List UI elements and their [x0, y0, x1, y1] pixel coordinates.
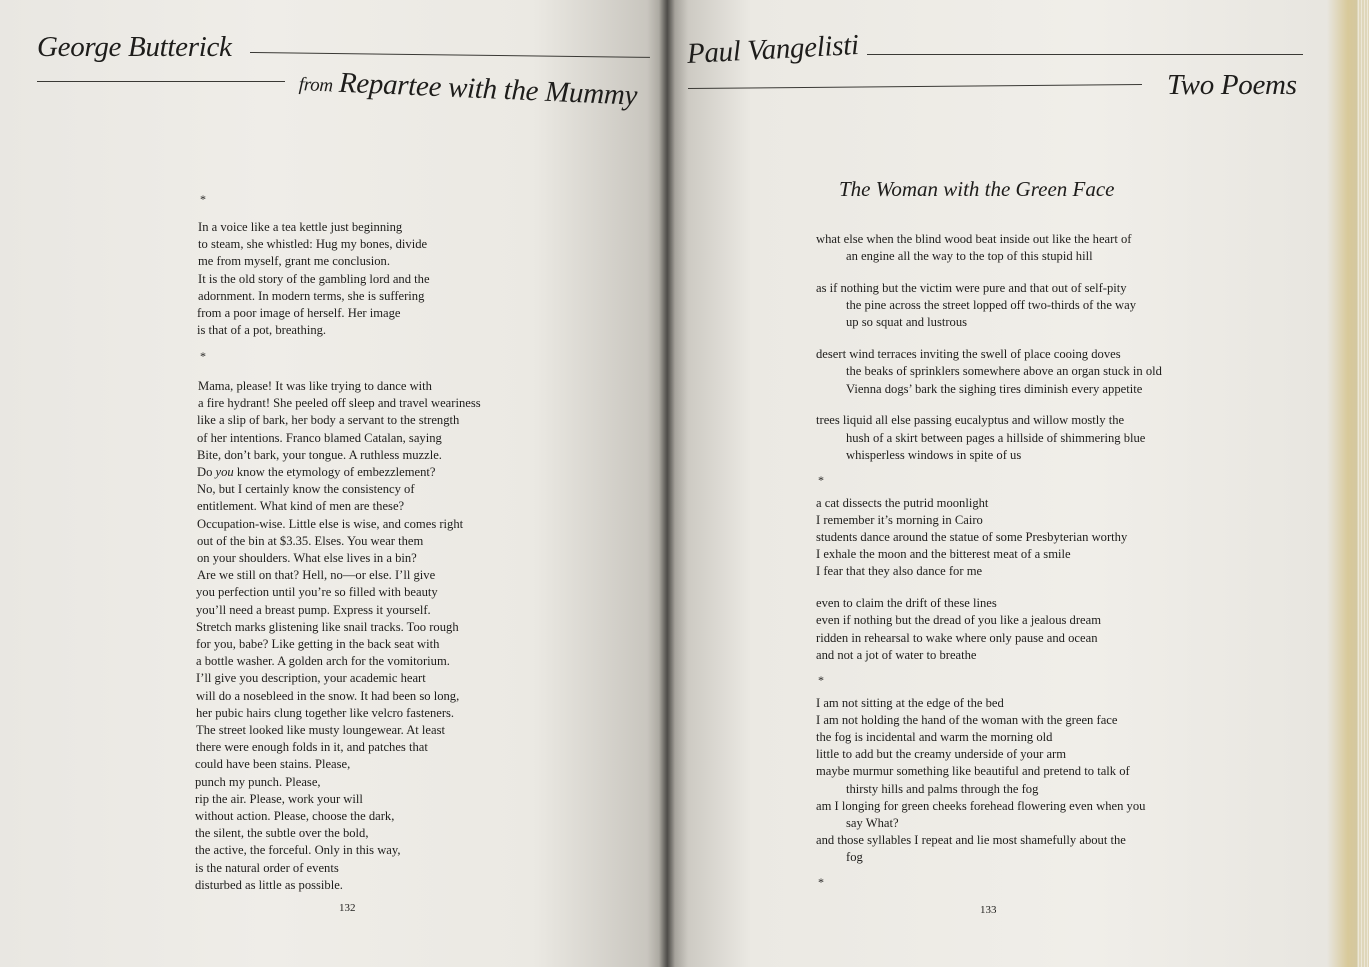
poem-line: without action. Please, choose the dark, [195, 809, 395, 823]
left-author: George Butterick [37, 31, 232, 63]
poem-line: from a poor image of herself. Her image [197, 306, 401, 320]
poem-line: hush of a skirt between pages a hillside of shimmering blue [846, 430, 1146, 445]
right-page-number: 133 [980, 904, 997, 916]
poem-line: even to claim the drift of these lines [816, 596, 997, 611]
poem-line: say What? [846, 816, 899, 830]
right-title: Two Poems [1167, 69, 1297, 101]
poem-line: an engine all the way to the top of this stupid hill [846, 249, 1093, 264]
poem-line: I am not sitting at the edge of the bed [816, 695, 1004, 710]
poem-line: her pubic hairs clung together like velcro fasteners. [196, 705, 455, 720]
poem-line: fog [846, 850, 863, 865]
poem-line: for you, babe? Like getting in the back seat with [196, 637, 440, 651]
poem-line: there were enough folds in it, and patches that [196, 740, 428, 755]
poem-line: The street looked like musty loungewear. At least [196, 723, 446, 737]
poem-line: rip the air. Please, work your will [195, 791, 363, 806]
right-author: Paul Vangelisti [686, 29, 860, 70]
emphasis: you [215, 465, 234, 479]
poem-line: a fire hydrant! She peeled off sleep and travel weariness [198, 396, 481, 411]
poem-line: adornment. In modern terms, she is suffering [198, 288, 425, 303]
right-header-rule-bottom [688, 84, 1142, 89]
poem-line: as if nothing but the victim were pure and that out of self-pity [816, 281, 1127, 295]
poem-line: I’ll give you description, your academic heart [196, 671, 426, 686]
poem-line: entitlement. What kind of men are these? [197, 499, 405, 514]
poem-line: a cat dissects the putrid moonlight [816, 495, 989, 510]
stanza-marker: * [818, 672, 824, 687]
poem-line: on your shoulders. What else lives in a bin? [197, 551, 417, 565]
poem-line: I fear that they also dance for me [816, 564, 983, 579]
poem-line: even if nothing but the dread of you like a jealous dream [816, 613, 1102, 628]
poem-line: trees liquid all else passing eucalyptus and willow mostly the [816, 413, 1125, 428]
poem-line: I remember it’s morning in Cairo [816, 512, 983, 527]
section-marker: * [200, 349, 206, 363]
poem-line: Mama, please! It was like trying to dance with [198, 379, 432, 393]
poem-line: students dance around the statue of some Presbyterian worthy [816, 530, 1128, 544]
right-header-rule-top [867, 54, 1303, 55]
poem-line: to steam, she whistled: Hug my bones, divide [198, 237, 428, 252]
poem-line: out of the bin at $3.35. Elses. You wear them [197, 533, 424, 548]
poem-line: what else when the blind wood beat inside out like the heart of [816, 232, 1132, 246]
stanza-marker: * [818, 472, 824, 487]
poem-line: and not a jot of water to breathe [816, 647, 977, 662]
poem-line: will do a nosebleed in the snow. It had been so long, [196, 688, 460, 703]
left-title-text: Repartee with the Mummy [338, 66, 638, 112]
left-page [0, 0, 667, 967]
page-edge-stack [1357, 0, 1369, 967]
left-title [298, 65, 637, 113]
poem-line: like a slip of bark, her body a servant to the strength [197, 413, 460, 428]
poem-line: desert wind terraces inviting the swell of place cooing doves [816, 347, 1121, 362]
poem-line: I exhale the moon and the bitterest meat of a smile [816, 547, 1071, 562]
poem-line: the beaks of sprinklers somewhere above an organ stuck in old [846, 364, 1162, 379]
poem-line: Vienna dogs’ bark the sighing tires diminish every appetite [846, 381, 1143, 396]
poem-line: disturbed as little as possible. [195, 877, 343, 892]
poem-line: a bottle washer. A golden arch for the vomitorium. [196, 654, 450, 669]
right-page [667, 0, 1369, 967]
poem-line: the silent, the subtle over the bold, [195, 826, 369, 841]
poem-line: of her intentions. Franco blamed Catalan, saying [197, 430, 442, 445]
poem-line: the pine across the street lopped off two-thirds of the way [846, 298, 1137, 313]
poem-line: Bite, don’t bark, your tongue. A ruthless muzzle. [197, 447, 442, 462]
poem-line: Occupation-wise. Little else is wise, and comes right [197, 516, 464, 531]
poem-line: maybe murmur something like beautiful and pretend to talk of [816, 764, 1130, 779]
stanza-marker: * [818, 875, 824, 890]
line-segment: Do [197, 465, 216, 479]
poem-line: ridden in rehearsal to wake where only pause and ocean [816, 630, 1098, 645]
poem-line: is the natural order of events [195, 860, 339, 875]
poem-line: In a voice like a tea kettle just beginning [198, 220, 403, 234]
poem-line: thirsty hills and palms through the fog [846, 781, 1039, 796]
poem-line: up so squat and lustrous [846, 315, 968, 330]
poem-line: I am not holding the hand of the woman with the green face [816, 712, 1118, 727]
poem-line: It is the old story of the gambling lord and the [198, 271, 430, 286]
poem-line: Stretch marks glistening like snail tracks. Too rough [196, 619, 459, 634]
poem-line: am I longing for green cheeks forehead flowering even when you [816, 798, 1146, 813]
left-header-rule-top [250, 52, 650, 58]
poem-line: is that of a pot, breathing. [197, 323, 327, 338]
poem-line: the active, the forceful. Only in this way, [195, 843, 401, 858]
poem-line: you’ll need a breast pump. Express it yourself. [196, 602, 431, 617]
line-segment: know the etymology of embezzlement? [233, 465, 436, 479]
poem-line: Are we still on that? Hell, no—or else. I’ll give [197, 568, 436, 583]
poem-line: me from myself, grant me conclusion. [198, 254, 391, 269]
poem-line: you perfection until you’re so filled with beauty [196, 585, 438, 600]
left-page-number: 132 [339, 902, 356, 914]
poem-line: and those syllables I repeat and lie most shamefully about the [816, 833, 1126, 848]
title-prefix: from [298, 74, 334, 97]
poem-line: little to add but the creamy underside of your arm [816, 747, 1067, 762]
poem-line: punch my punch. Please, [195, 774, 321, 789]
poem-line: No, but I certainly know the consistency of [197, 482, 415, 497]
poem-line: could have been stains. Please, [195, 757, 351, 772]
book-gutter [659, 0, 675, 967]
poem-line [197, 464, 436, 481]
left-header-rule-bottom [37, 81, 285, 82]
poem-line: whisperless windows in spite of us [846, 447, 1022, 462]
poem-line: the fog is incidental and warm the morning old [816, 730, 1053, 744]
poem-title: The Woman with the Green Face [839, 177, 1115, 201]
section-marker: * [200, 192, 206, 206]
